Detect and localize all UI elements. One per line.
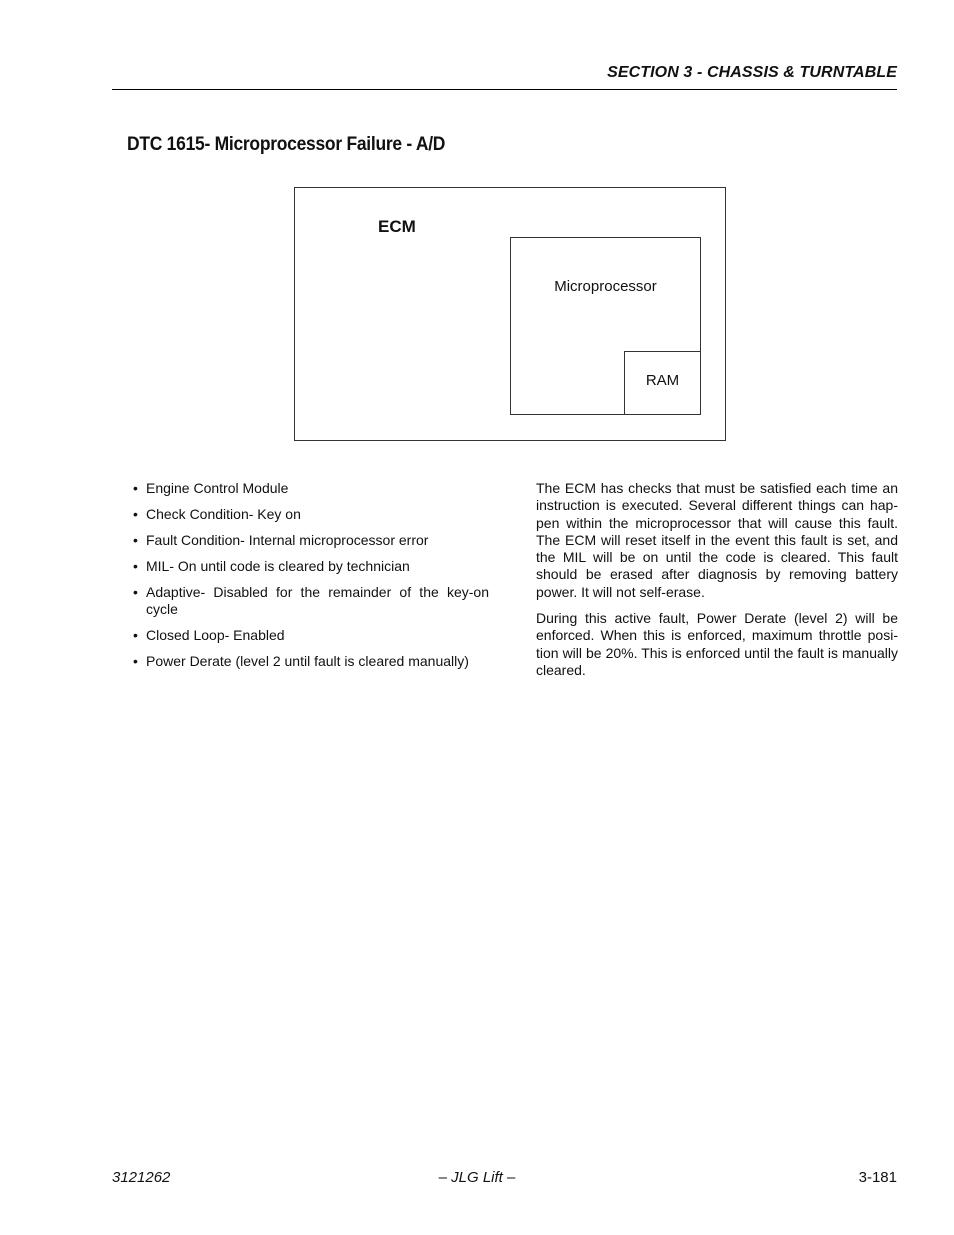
list-item: • Closed Loop- Enabled — [133, 627, 489, 644]
description-paragraph: During this active fault, Power Derate (level 2) will be enforced. When this is enforced, maximum throttle posi-tion will be 20%. This is enforced until the fault is manually cleared. — [536, 610, 898, 678]
page-number: 3-181 — [858, 1169, 897, 1186]
publisher-label: – JLG Lift – — [438, 1169, 516, 1186]
header-rule — [112, 89, 897, 90]
section-title: SECTION 3 - CHASSIS & TURNTABLE — [607, 64, 897, 81]
ecm-diagram — [294, 187, 726, 441]
document-number: 3121262 — [112, 1169, 171, 1186]
list-item: • Fault Condition- Internal microprocessor error — [133, 532, 489, 549]
ram-label: RAM — [645, 372, 680, 389]
list-item: • MIL- On until code is cleared by technician — [133, 558, 489, 575]
page-title: DTC 1615- Microprocessor Failure - A/D — [127, 134, 446, 155]
condition-list — [133, 480, 489, 679]
list-item: • Power Derate (level 2 until fault is cleared manually) — [133, 653, 489, 670]
list-item: • Check Condition- Key on — [133, 506, 489, 523]
ecm-label: ECM — [378, 217, 416, 236]
description-column — [536, 480, 898, 688]
microprocessor-box — [510, 237, 701, 415]
description-paragraph: The ECM has checks that must be satisfied each time an instruction is executed. Several different things can hap-pen within the microprocessor that will cause this fault. The ECM will reset itself in the event this fault is set, and the MIL will be on until the code is cleared. This fault should be erased after diagnosis by removing battery power. It will not self-erase. — [536, 480, 898, 600]
ram-box — [624, 351, 701, 415]
microprocessor-label: Microprocessor — [554, 278, 657, 295]
list-item: • Engine Control Module — [133, 480, 489, 497]
list-item: • Adaptive- Disabled for the remainder of the key-on cycle — [133, 584, 489, 618]
